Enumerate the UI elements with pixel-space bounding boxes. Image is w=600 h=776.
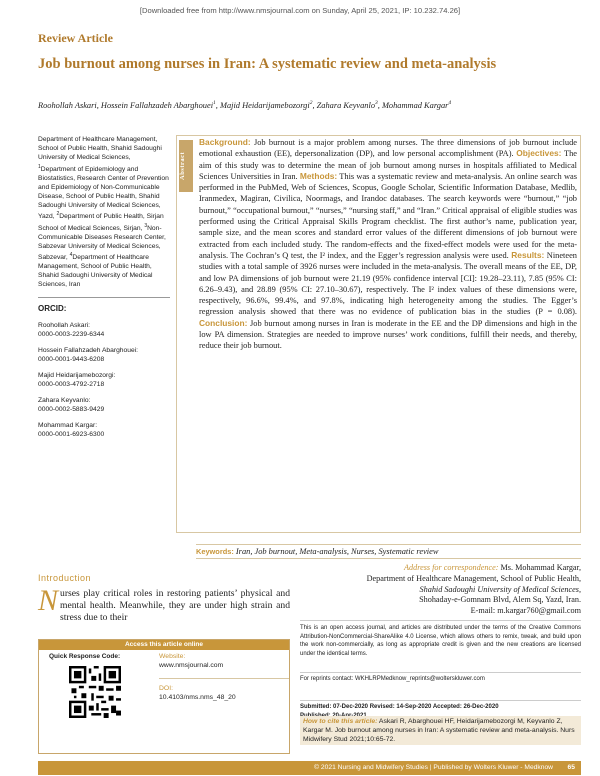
abstract-results-heading: Results: xyxy=(511,249,545,260)
keywords: Iran, Job burnout, Meta-analysis, Nurses, Systematic review xyxy=(235,547,439,556)
correspondence-line2: Shahid Sadoughi University of Medical Sciences, xyxy=(419,584,581,594)
abstract-conclusion: Job burnout among nurses in Iran is moderate in the EE and the DP dimensions and high in the low PA dimension. Strategies are needed to improve nurses’ work conditions, fulfill their needs, and thereby, reduce their job burnout. xyxy=(199,318,578,351)
affiliation: $^3$Non-Communicable Diseases Research Center, Sabzevar University of Medical Sciences, Sabzevar, xyxy=(38,222,166,262)
submission-dates: Submitted: 07-Dec-2020 Revised: 14-Sep-2020 Accepted: 26-Dec-2020 xyxy=(300,704,499,710)
abstract-objectives: The aim of this study was to determine the mean of job burnout among nurses in hospitals affiliated to Medical Sciences Universities in Iran. xyxy=(199,149,577,181)
dropcap: N xyxy=(38,584,59,617)
affiliation-number: 3 xyxy=(144,222,148,229)
author-affiliation-number: 3 xyxy=(375,100,378,106)
cite-text: Askari R, Abarghouei HF, Heidarijamebozorgi M, Keyvanlo Z, Kargar M. Job burnout among nurses in Iran: A systematic review and meta-analysis. Nurs Midwifery Stud 2021;10:65-72. xyxy=(303,718,575,743)
author-affiliation-number: 4 xyxy=(448,100,452,106)
introduction-text xyxy=(38,584,290,623)
download-notice: [Downloaded free from http://www.nmsjournal.com on Sunday, April 25, 2021, IP: 10.232.74.26] xyxy=(139,6,461,15)
access-title: Access this article online xyxy=(39,640,289,650)
orcid-author: Roohollah Askari: xyxy=(38,321,91,329)
correspondence-line3: Shohaday-e-Gomnam Blvd, Alem Sq, Yazd, Iran. xyxy=(419,595,581,605)
footer-text: © 2021 Nursing and Midwifery Studies | Published by Wolters Kluwer - Medknow xyxy=(314,764,553,771)
footer-bar xyxy=(38,761,581,775)
author-affiliation-number: 2 xyxy=(309,100,313,106)
affiliation: $^4$Department of Healthcare Management, School of Public Health, Shahid Sadoughi University of Medical Sciences, Iran xyxy=(38,251,153,289)
orcid-item xyxy=(38,346,170,364)
orcid-id[interactable]: 0000-0003-2239-6344 xyxy=(38,330,105,338)
affiliation-number: 4 xyxy=(69,251,73,258)
correspondence-name: Ms. Mohammad Kargar, xyxy=(500,563,581,572)
affiliations xyxy=(38,135,170,289)
keywords-row xyxy=(196,544,581,559)
author-name: Mohammad Kargar xyxy=(381,100,449,110)
affiliation: Department of Healthcare Management, School of Public Health, Shahid Sadoughi University of Medical Sciences, xyxy=(38,136,162,162)
qr-code-icon[interactable] xyxy=(69,666,121,718)
orcid-heading: ORCID: xyxy=(38,297,170,313)
correspondence-heading: Address for correspondence: xyxy=(404,563,499,572)
how-to-cite xyxy=(300,716,581,745)
author-affiliation-number: 1 xyxy=(213,100,216,106)
sidebar xyxy=(38,135,170,439)
author-name: Majid Heidarijamebozorgi xyxy=(219,100,310,110)
author-name: Roohollah Askari xyxy=(38,100,97,110)
introduction-body: urses play critical roles in restoring patients’ physical and mental health. Meanwhile, they are under high strain and stress due to their xyxy=(60,588,290,623)
abstract-label: Abstract xyxy=(179,140,193,192)
abstract-methods-heading: Methods: xyxy=(299,170,338,181)
access-details xyxy=(159,652,289,702)
license-text: This is an open access journal, and articles are distributed under the terms of the Creative Commons Attribution-NonCommercial-ShareAlike 4.0 License, which allows others to remix, tweak, and build upon the work non-commercially, as long as appropriate credit is given and the new creations are licensed under the identical terms. xyxy=(300,620,581,658)
orcid-id[interactable]: 0000-0001-9443-6208 xyxy=(38,355,105,363)
author-name: Hossein Fallahzadeh Abarghouei xyxy=(100,100,214,110)
affiliation: $^1$Department of Epidemiology and Biostatistics, Research Center of Prevention and Epidemiology of Non-Communicable Disease, School of Public Health, Shahid Sadoughi University of Medical Sciences, Yazd, xyxy=(38,163,169,221)
affiliation-number: 1 xyxy=(38,163,41,170)
abstract-objectives-heading: Objectives: xyxy=(516,148,562,159)
correspondence-line1: Department of Healthcare Management, School of Public Health, xyxy=(366,573,581,583)
orcid-author: Hossein Fallahzadeh Abarghouei: xyxy=(38,346,139,354)
abstract-background-heading: Background: xyxy=(199,137,251,147)
abstract-conclusion-heading: Conclusion: xyxy=(199,317,248,328)
orcid-author: Mohammad Kargar: xyxy=(38,422,98,430)
orcid-author: Zahara Keyvanlo: xyxy=(38,397,91,405)
abstract-text xyxy=(199,137,577,352)
abstract-background: Job burnout is a major problem among nurses. The three dimensions of job burnout include emotional exhaustion (EE), depersonalization (DP), and low personal accomplishment (PA). xyxy=(199,138,578,159)
doi-label: DOI: xyxy=(159,685,173,692)
cite-label: How to cite this article: xyxy=(303,718,378,725)
author-name: Zahara Keyvanlo xyxy=(316,100,376,110)
author-list: Roohollah Askari, Hossein Fallahzadeh Abarghouei$^1$, Majid Heidarijamebozorgi$^2$, Zahara Keyvanlo$^3$, Mohammad Kargar$^4$ xyxy=(38,100,452,110)
article-title: Job burnout among nurses in Iran: A systematic review and meta-analysis xyxy=(38,56,497,72)
keywords-heading: Keywords: xyxy=(196,547,234,556)
website-label: Website: xyxy=(159,653,186,660)
orcid-id[interactable]: 0000-0001-6923-6300 xyxy=(38,431,105,439)
orcid-item xyxy=(38,396,170,414)
abstract-box xyxy=(176,135,581,533)
article-type: Review Article xyxy=(38,31,113,45)
affiliation: $^2$Department of Public Health, Sirjan School of Medical Sciences, Sirjan, xyxy=(38,210,164,232)
access-divider xyxy=(159,678,289,679)
qr-label: Quick Response Code: xyxy=(49,653,121,660)
orcid-item xyxy=(38,371,170,389)
orcid-item xyxy=(38,421,170,439)
access-online-box xyxy=(38,639,290,754)
doi-link[interactable]: 10.4103/nms.nms_48_20 xyxy=(159,694,236,701)
correspondence-email[interactable]: E-mail: m.kargar760@gmail.com xyxy=(470,606,581,616)
abstract-results: Nineteen studies with a total sample of 3926 nurses were included in the meta-analysis. The overall means of the EE, DP, and low PA dimensions of job burnout were 21.19 (95% confidence interval [CI]: 19.28–23.11), 7.85 (95% CI: 6.26–9.43), and 28.89 (95% CI: 27.10–30.67), respectively. The I² index values of these dimensions were, respectively, 96.6%, 99.4%, and 97.8%, indicating high heterogeneity among the studies. The Egger’s regression analysis showed that there was no evidence of publication bias in the studies (P = 0.08). xyxy=(199,250,577,317)
correspondence xyxy=(300,563,581,617)
introduction-heading: Introduction xyxy=(38,573,92,583)
page-number: 65 xyxy=(567,764,575,771)
affiliation-number: 2 xyxy=(56,210,60,217)
website-link[interactable]: www.nmsjournal.com xyxy=(159,662,224,669)
orcid-item xyxy=(38,321,170,339)
orcid-author: Majid Heidarijamebozorgi: xyxy=(38,371,116,379)
orcid-list xyxy=(38,321,170,440)
orcid-id[interactable]: 0000-0002-5883-9429 xyxy=(38,406,105,414)
reprints-text: For reprints contact: WKHLRPMedknow_reprints@wolterskluwer.com xyxy=(300,672,581,682)
orcid-id[interactable]: 0000-0003-4792-2718 xyxy=(38,381,105,388)
abstract-methods: This was a systematic review and meta-analysis. An online search was performed in the PubMed, Web of Sciences, Scopus, Google Scholar, Scientific Information Database, Medlib, Iranmedex, Magiran, Civilica, Noormags, and Irandoc databases. The search keywords were “burnout,” “job burnout,” “occupational burnout,” “nurses,” “nursing staff,” and “Iran.” Critical appraisal of eligible studies was performed using the Critical Appraisal Skills Program checklist. The first author’s name, publication year, sample size, and the mean scores and standard error values of the different dimensions of job burnout were extracted from each included study. The random-effects and the fixed-effect models were used for the meta-analysis. The Cochran’s Q test, the I² index, and the Egger’s regression analysis were used. xyxy=(199,171,577,260)
